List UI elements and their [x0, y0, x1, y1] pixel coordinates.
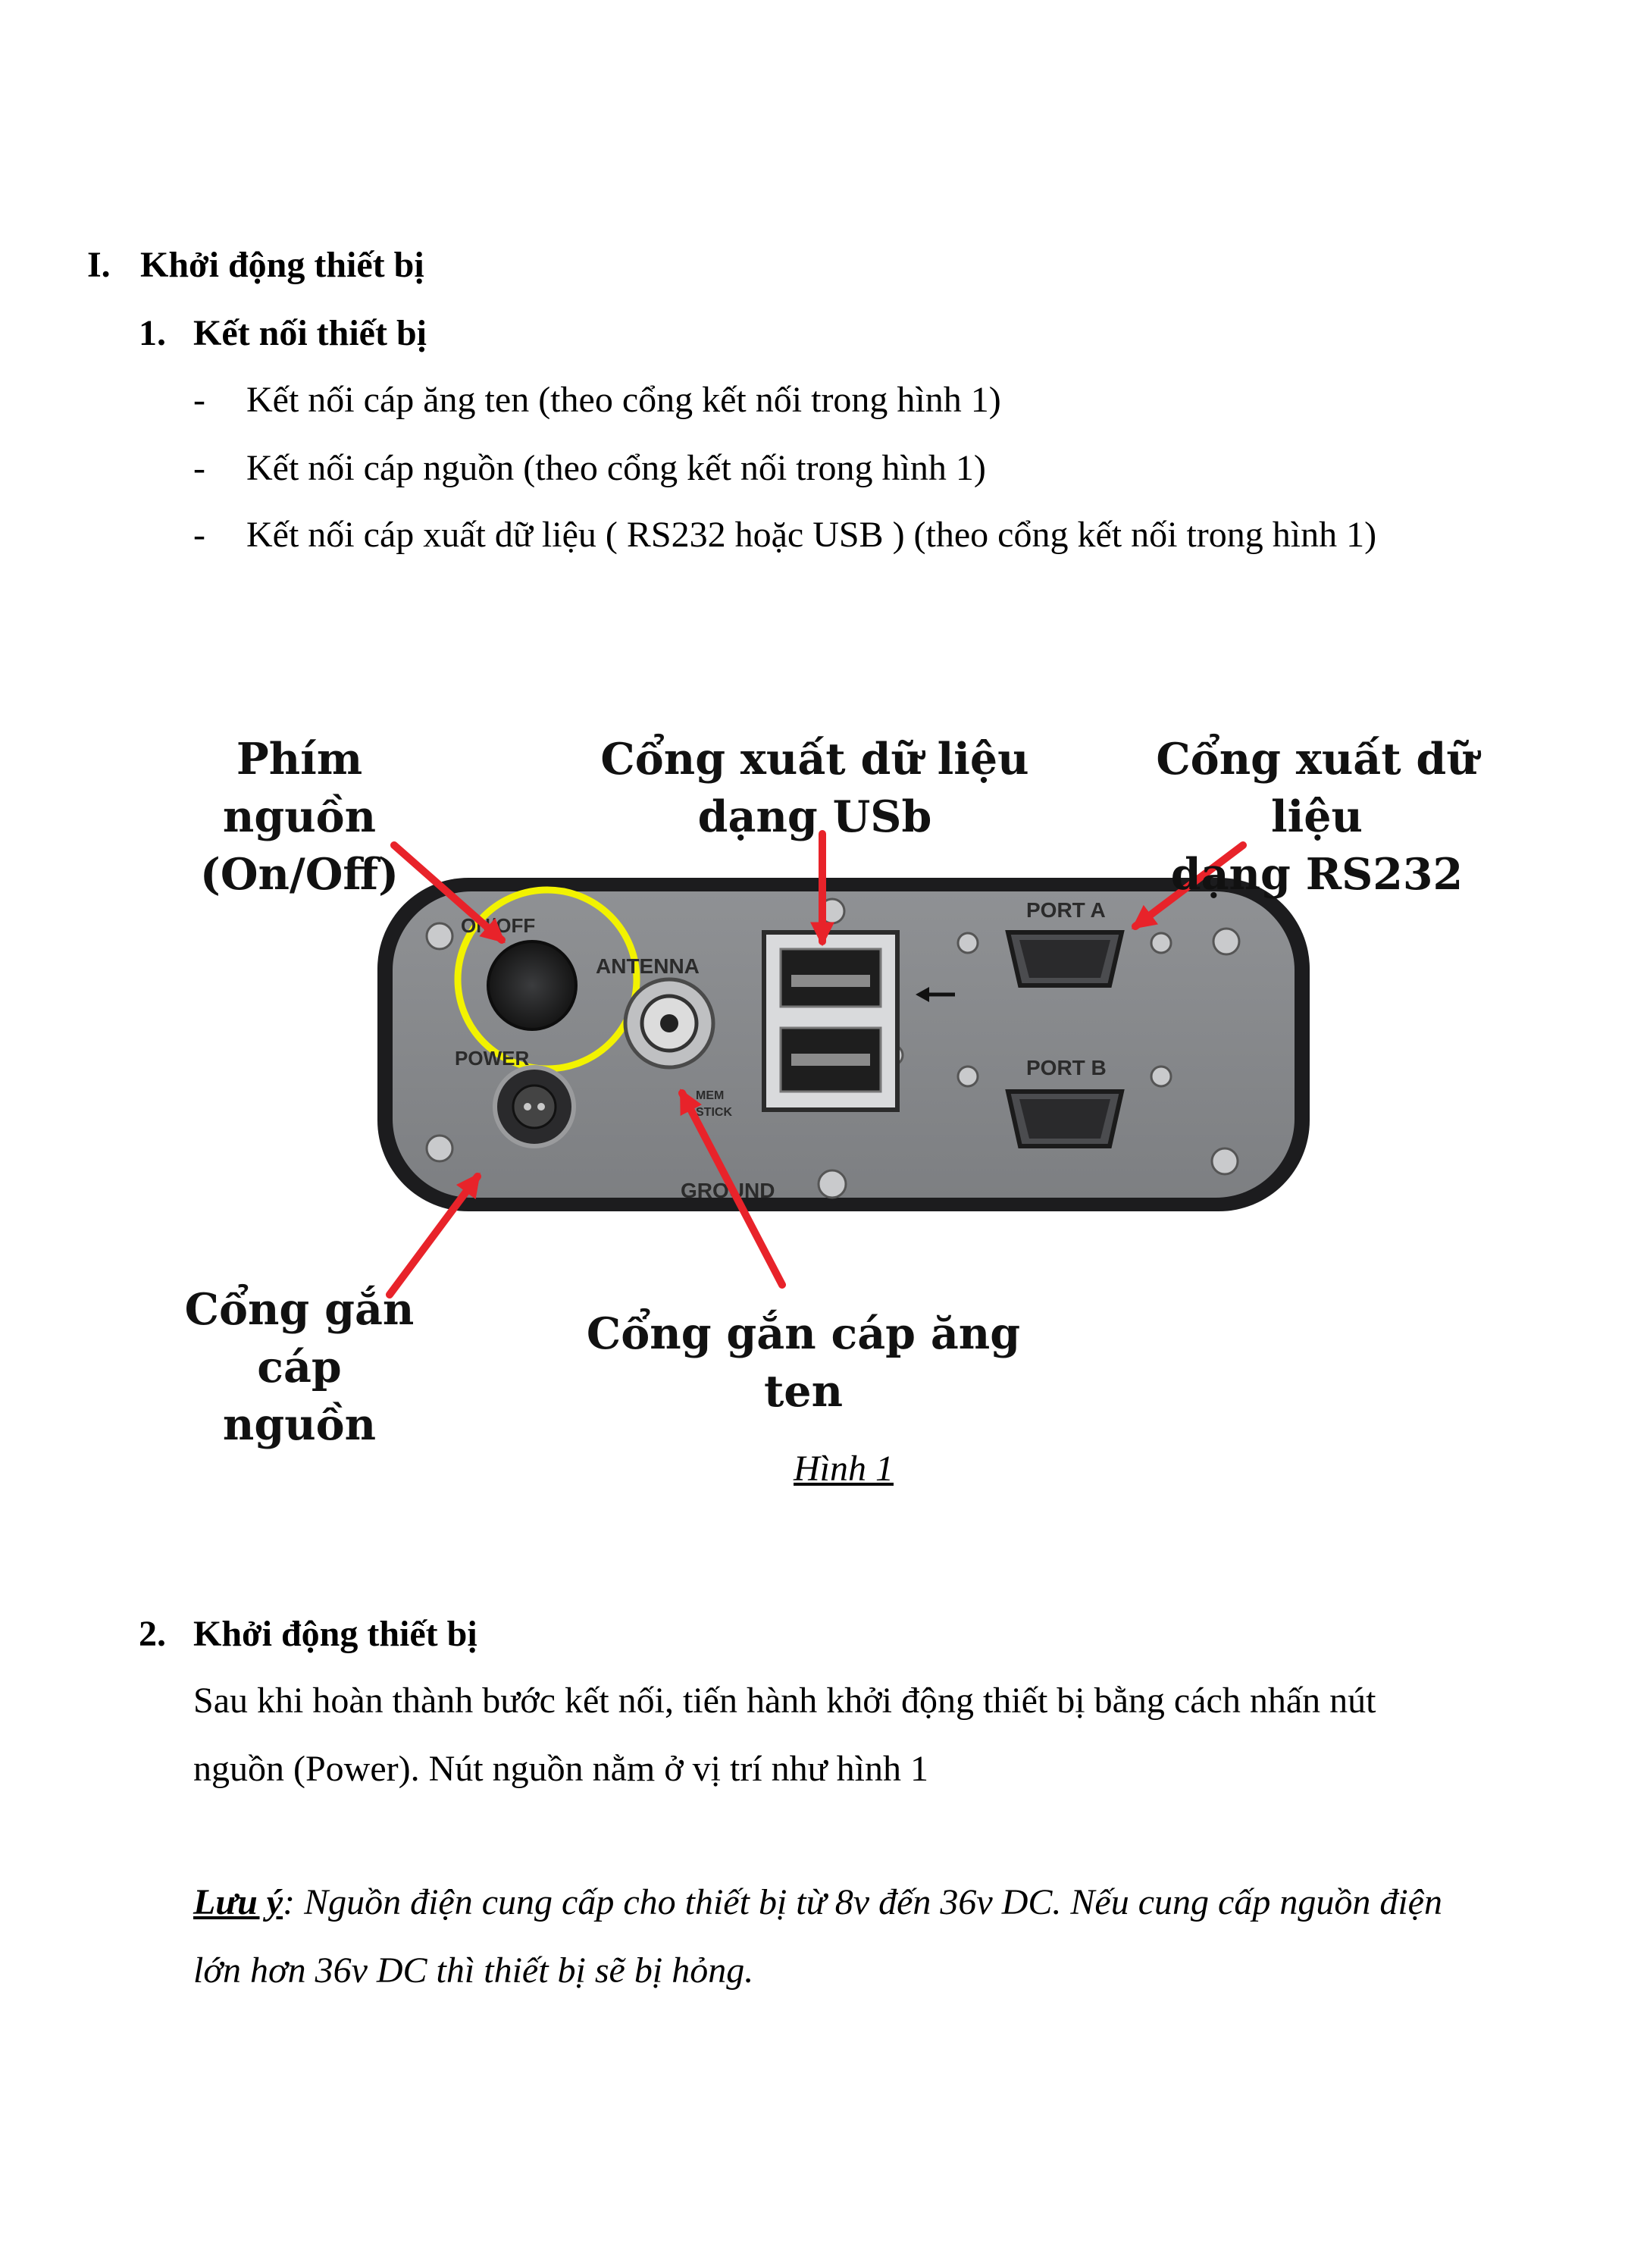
stick-label: STICK [696, 1106, 732, 1119]
screw-icon [958, 1067, 978, 1086]
bullet-item: Kết nối cáp xuất dữ liệu ( RS232 hoặc USB ) (theo cổng kết nối trong hình 1) [246, 515, 1377, 555]
callout-power-key: Phím nguồn (On/Off) [199, 734, 399, 900]
paragraph-line: nguồn (Power). Nút nguồn nằm ở vị trí như hình 1 [193, 1749, 928, 1789]
screw-icon [1151, 1067, 1171, 1086]
callout-usb-port: Cổng xuất dữ liệu dạng USb [600, 734, 1029, 842]
bullet-item: Kết nối cáp nguồn (theo cổng kết nối trong hình 1) [246, 448, 986, 488]
screw-icon [1212, 1148, 1238, 1174]
screw-icon [427, 923, 452, 949]
screw-icon [819, 1170, 846, 1198]
subsection-2-number: 2. [139, 1614, 166, 1654]
note-line-2: lớn hơn 36v DC thì thiết bị sẽ bị hỏng. [193, 1950, 754, 1991]
callout-rs232-port: Cổng xuất dữ liệu dạng RS232 [1156, 734, 1478, 900]
bullet-marker: - [193, 380, 205, 420]
note-label: Lưu ý [193, 1882, 283, 1922]
screw-icon [427, 1136, 452, 1161]
bullet-marker: - [193, 448, 205, 488]
ground-label: GROUND [681, 1179, 775, 1202]
antenna-label: ANTENNA [596, 954, 700, 978]
port-b-label: PORT B [1026, 1056, 1107, 1079]
screw-icon [1151, 933, 1171, 953]
bullet-item: Kết nối cáp ăng ten (theo cổng kết nối trong hình 1) [246, 380, 1001, 420]
callout-power-cable-port: Cổng gắn cáp nguồn [184, 1284, 415, 1450]
subsection-1-number: 1. [139, 313, 166, 353]
screw-icon [1213, 929, 1239, 954]
figure-caption: Hình 1 [794, 1449, 894, 1489]
mem-label: MEM [696, 1089, 725, 1102]
power-knob-icon [488, 941, 576, 1029]
section-title: Khởi động thiết bị [140, 245, 424, 285]
subsection-1-title: Kết nối thiết bị [193, 313, 427, 353]
section-number: I. [87, 245, 111, 285]
callout-antenna-port: Cổng gắn cáp ăng ten [586, 1308, 1021, 1417]
power-label: POWER [455, 1047, 530, 1070]
on-off-label: ON/OFF [461, 914, 536, 937]
note-text: : Nguồn điện cung cấp cho thiết bị từ 8v đến 36v DC. Nếu cung cấp nguồn điện [283, 1882, 1442, 1922]
subsection-2-title: Khởi động thiết bị [193, 1614, 477, 1654]
note-line-1 [193, 1881, 1442, 1923]
port-a-label: PORT A [1026, 898, 1106, 922]
bullet-marker: - [193, 515, 205, 555]
device-figure [174, 713, 1523, 1450]
screw-icon [958, 933, 978, 953]
paragraph-line: Sau khi hoàn thành bước kết nối, tiến hành khởi động thiết bị bằng cách nhấn nút [193, 1681, 1376, 1721]
